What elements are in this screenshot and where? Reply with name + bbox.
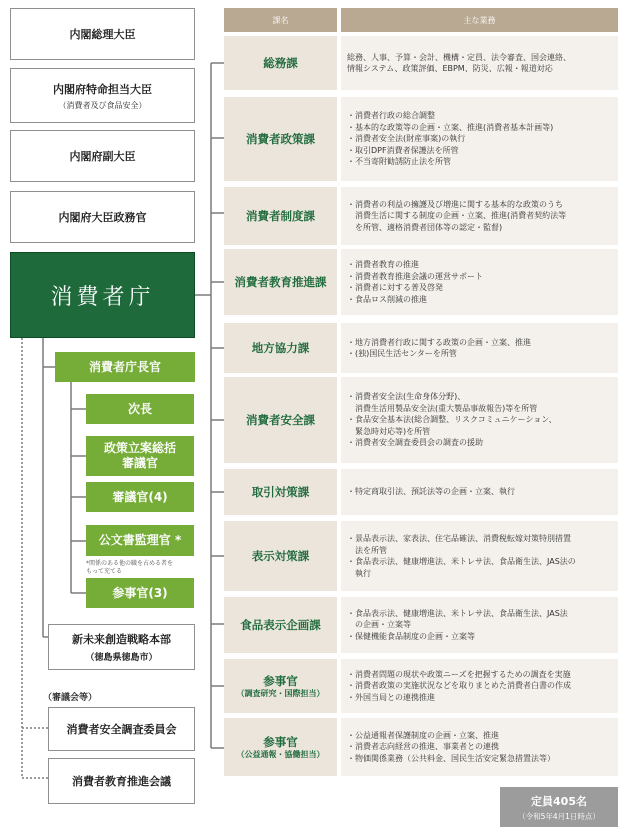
business-cell: [341, 377, 618, 463]
business-line: 情報システム、政策評価、EBPM、防災、広報・報道対応: [347, 64, 553, 73]
division-name: 消費者政策課: [246, 131, 315, 146]
official-name: 内閣府特命担当大臣: [53, 82, 152, 96]
division-cell: [224, 469, 337, 515]
council-name: 消費者安全調査委員会: [66, 723, 177, 736]
business-cell: [341, 521, 618, 591]
staff-counsellor: [86, 578, 194, 608]
staff-label: 審議官(4): [112, 489, 168, 504]
header-label: 課名: [272, 15, 289, 25]
division-sub: （調査研究・国際担当）: [236, 688, 325, 698]
business-line: を所管、適格消費者団体等の認定・監督): [347, 222, 503, 232]
capacity-total: 定員405名: [531, 794, 587, 808]
hq-location: （徳島県徳島市）: [85, 653, 158, 663]
business-line: 緊急時対応等)を所管: [347, 426, 431, 436]
business-line: 消費生活用製品安全法(重大製品事故報告)等を所管: [347, 403, 538, 413]
capacity-box: [500, 787, 618, 827]
business-line: ・取引DPF消費者保護法を所管: [347, 145, 459, 155]
business-line: ・消費者政策の実施状況などを取りまとめた消費者白書の作成: [347, 681, 571, 691]
business-line: ・物価関係業務（公共料金、国民生活安定緊急措置法等）: [347, 753, 555, 763]
agency-name: 消費者庁: [50, 284, 155, 310]
business-line: 消費生活に関する制度の企画・立案、推進(消費者契約法等: [347, 211, 567, 221]
business-line: ・公益通報者保護制度の企画・立案、推進: [347, 730, 499, 740]
business-cell: [341, 718, 618, 776]
division-name: 消費者安全課: [246, 412, 315, 427]
division-name: 表示対策課: [251, 548, 310, 563]
business-line: ・消費者の利益の擁護及び増進に関する基本的な政策のうち: [347, 199, 563, 209]
staff-label: 参事官(3): [112, 585, 168, 600]
official-vice-minister: [10, 130, 195, 182]
hq-name: 新未来創造戦略本部: [72, 633, 171, 646]
business-line: ・特定商取引法、預託法等の企画・立案、執行: [347, 487, 515, 497]
hq-box: [48, 624, 195, 670]
business-cell: [341, 97, 618, 181]
division-cell: [224, 659, 337, 713]
business-cell: [341, 597, 618, 653]
division-cell: [224, 323, 337, 373]
business-line: ・外国当局との連携推進: [347, 692, 435, 702]
business-line: ・不当寄附勧誘防止法を所管: [347, 157, 451, 167]
division-name: 消費者制度課: [246, 208, 315, 223]
business-line: ・消費者行政の総合調整: [347, 111, 435, 121]
division-cell: [224, 718, 337, 776]
council-name: 消費者教育推進会議: [72, 775, 171, 788]
business-line: ・食品表示法、健康増進法、米トレサ法、食品衛生法、JAS法の: [347, 557, 576, 566]
official-parliamentary-secretary: [10, 191, 195, 243]
division-cell: [224, 97, 337, 181]
business-line: ・消費者安全調査委員会の調査の援助: [347, 438, 483, 448]
business-cell: [341, 249, 618, 315]
staff-note: *関係のある他の職を占める者を もって充てる: [86, 560, 174, 575]
business-line: ・消費者安全法(財産事案)の執行: [347, 134, 466, 144]
business-line: 総務、人事、予算・会計、機構・定員、法令審査、国会連絡、: [347, 52, 571, 62]
business-cell: [341, 659, 618, 713]
official-name: 内閣府大臣政務官: [58, 211, 147, 224]
staff-label: 公文書監理官 *: [98, 533, 182, 547]
official-name: 内閣総理大臣: [69, 28, 136, 41]
division-sub: （公益通報・協働担当）: [236, 749, 325, 759]
business-line: ・景品表示法、家表法、住宅品確法、消費税転嫁対策特別措置: [347, 534, 571, 543]
division-cell: [224, 597, 337, 653]
division-cell: [224, 187, 337, 245]
official-prime-minister: [10, 8, 195, 60]
agency-box: [10, 252, 195, 338]
staff-deputy: [86, 394, 194, 424]
division-cell: [224, 521, 337, 591]
business-line: 執行: [347, 568, 371, 578]
table-header-business: [341, 8, 618, 32]
business-line: ・地方消費者行政に関する政策の企画・立案、推進: [347, 337, 531, 347]
council-education: [48, 758, 195, 804]
division-name: 参事官: [263, 734, 298, 749]
business-line: ・消費者問題の現状や政策ニーズを把握するための調査を実施: [347, 669, 571, 679]
council-safety-investigation: [48, 707, 195, 751]
business-line: ・食品表示法、健康増進法、米トレサ法、食品衛生法、JAS法: [347, 608, 568, 618]
division-name: 食品表示企画課: [240, 617, 321, 632]
capacity-date: （令和5年4月1日時点）: [518, 811, 600, 821]
business-line: ・食品安全基本法(総合調整、リスクコミュニケーション、: [347, 415, 557, 425]
division-cell: [224, 249, 337, 315]
business-cell: [341, 36, 618, 90]
division-cell: [224, 36, 337, 90]
staff-label: 次長: [127, 401, 152, 416]
business-line: ・消費者教育の推進: [347, 260, 419, 269]
business-line: ・基本的な政策等の企画・立案、推進(消費者基本計画等): [347, 122, 554, 132]
official-name: 内閣府副大臣: [69, 150, 136, 163]
business-line: ・消費者に対する普及啓発: [347, 283, 443, 292]
business-cell: [341, 323, 618, 373]
business-line: 法を所管: [347, 545, 387, 555]
official-minister-of-state: [10, 68, 195, 123]
official-sub: （消費者及び食品安全）: [58, 100, 147, 110]
division-name: 総務課: [263, 55, 298, 70]
header-label: 主な業務: [463, 15, 496, 25]
division-name: 参事官: [263, 673, 298, 688]
business-line: ・(独)国民生活センターを所管: [347, 349, 457, 358]
chief-box: [55, 352, 195, 382]
chief-label: 消費者庁長官: [88, 359, 161, 374]
staff-records-officer: [86, 525, 194, 556]
business-cell: [341, 469, 618, 515]
business-line: ・消費者志向経営の推進、事業者との連携: [347, 742, 499, 752]
business-line: の企画・立案等: [347, 620, 411, 630]
business-line: ・保健機能食品制度の企画・立案等: [347, 631, 475, 641]
business-cell: [341, 187, 618, 245]
business-line: ・消費者安全法(生命身体分野)、: [347, 392, 466, 402]
division-name: 消費者教育推進課: [234, 274, 327, 289]
division-cell: [224, 377, 337, 463]
staff-label: 政策立案総括 審議官: [103, 441, 176, 470]
division-name: 取引対策課: [251, 484, 310, 499]
councils-label: （審議会等）: [43, 693, 98, 703]
business-line: ・消費者教育推進会議の運営サポート: [347, 271, 483, 281]
table-header-division: [224, 8, 337, 32]
staff-councillor: [86, 482, 194, 512]
division-name: 地方協力課: [251, 340, 310, 355]
staff-policy-councillor: [86, 436, 194, 476]
business-line: ・食品ロス削減の推進: [347, 294, 427, 304]
